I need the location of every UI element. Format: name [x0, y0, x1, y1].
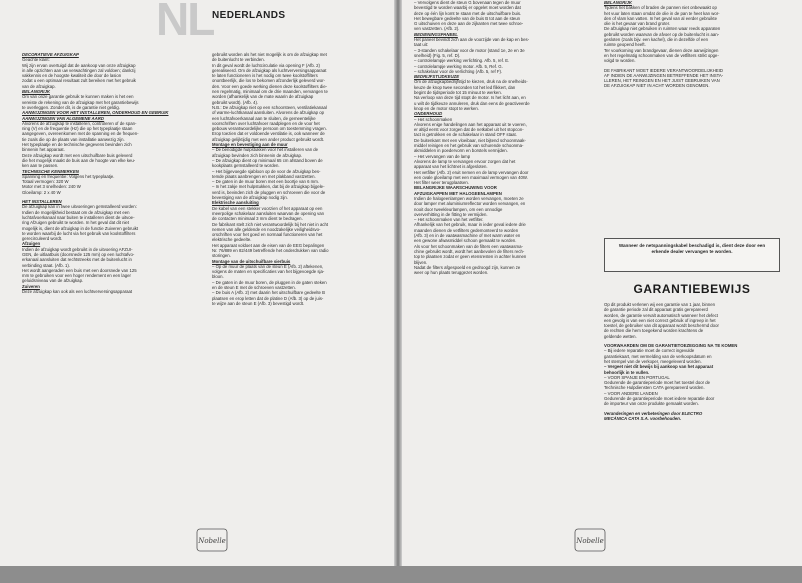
- text-line: den of vlam kan vatten. In het geval van al eerder gebruikte: [604, 15, 717, 21]
- text-line: vereiste de rekening van de afzuigkap met het garantiebewijs: [22, 99, 139, 105]
- text-line: verbinding staat. (Afb. 1).: [22, 262, 71, 268]
- section-heading: Montage van de uitschuifbare sierbuis: [212, 258, 291, 264]
- text-line: zodat u een optimaal resultaat zult bereiken met het gebruik: [22, 78, 136, 84]
- text-line: en de steun E met de schroeven vastzetten.: [212, 285, 296, 291]
- warning-box: Wanneer de netspanningskabel beschadigd is, dient deze door een erkende dealer vervangen te worden.: [604, 238, 780, 272]
- text-line: een ovale gloeilamp met een maximaal vermogen van 40W.: [414, 174, 528, 180]
- text-line: volgens de maten en specificaties van het bijgevoegde sja-: [212, 269, 325, 275]
- text-line: en het regelmatig schoonmaken van de vetfilters strikt opge-: [604, 52, 719, 58]
- section-heading: Afzuigen: [22, 241, 41, 247]
- text-line: geluidsniveau van de afzuigkap.: [22, 278, 84, 284]
- text-line: Tijdens het bakken of braden de pannen niet onbewaakt op: [604, 5, 717, 11]
- text-line: bloon.: [212, 274, 224, 280]
- text-line: de importeur van onze produkte gemaakt worden.: [604, 401, 699, 407]
- text-line: – Bij iedere reparatie moet de correct ingevulde: [604, 348, 695, 354]
- text-line: afzuigkap bevinden zich binnenin de afzuigkap.: [212, 152, 303, 158]
- text-line: orschriften voor het goed en normaal functioneren van het: [212, 232, 323, 238]
- text-line: een gevolg is van een niet correct gebruik of ingreep in het: [604, 317, 716, 323]
- text-line: deze op één lijn komt te staan met de uitschuifbare buis.: [414, 10, 522, 16]
- text-line: temde plaats aanbrengen en met plakband vastzetten.: [212, 173, 316, 179]
- text-line: tie zoals die op de plaats van installatie aanwezig zijn.: [22, 136, 125, 142]
- text-line: De afzuigkap niet gebruiken in ruimten waar reeds apparaten: [604, 26, 721, 32]
- text-line: afzuigkap gelijktijdig met een ander product gebruikt wordt.: [212, 136, 325, 142]
- text-line: blijven.: [414, 259, 428, 265]
- text-line: er altijd eerst voor zorgen dat de netkabel uit het stopcon-: [414, 127, 524, 133]
- text-line: kookplaats geïnstalleerd te worden.: [212, 163, 280, 169]
- text-line: Afhankelijk van het gebruik, maar in ieder geval iedere drie: [414, 222, 526, 228]
- section-heading: BELANGRIJK: [22, 89, 50, 95]
- text-line: Het paneel bevindt zich aan de voorzijde van de kap en bes-: [414, 37, 530, 43]
- text-line: Veranderingen en verbeteringen door ELECTRO: [604, 410, 703, 416]
- garantie-heading: GARANTIEBEWIJS: [633, 282, 751, 296]
- text-line: AF INDIEN DE AANWIJZINGEN BETREFFENDE HET INSTA-: [604, 72, 724, 78]
- text-line: – VOOR SPANJE EN PORTUGAL: [604, 374, 670, 380]
- section-heading: AANWIJZINGEN VOOR HET INSTALLEREN, ONDERHOUD EN GEBRUIK: [22, 110, 169, 116]
- text-line: van de afzuigkap.: [22, 83, 56, 89]
- text-line: het vuur laten staan omdat de olie in de pan te heet kan wor-: [604, 10, 720, 16]
- text-line: gebruikt wordt). (Afb. 4).: [212, 99, 259, 105]
- text-line: Indien de mogelijkheid bestaat om de afzuigkap met een: [22, 209, 130, 215]
- text-line: u wilt de tijdkeuze annuleren, druk dan eens de geactiveerde: [414, 100, 530, 106]
- text-line: De fabrikant stelt zich niet verantwoordelijk bij het niet in acht: [212, 221, 329, 227]
- text-line: storingen.: [212, 253, 231, 259]
- text-line: GEN, de uitlaatbuis (doorsnede 125 mm) op een luchtafvo-: [22, 251, 135, 257]
- text-line: nen regelmatig, minimaal om de drie maanden, vervangen te: [212, 89, 328, 95]
- text-line: G uitschuiven en deze aan de zijkanten met twee schroe-: [414, 21, 524, 27]
- text-line: Het bewegbare gedeelte van de buis B tot aan de steun: [414, 15, 521, 21]
- text-line: volgd te worden.: [604, 58, 636, 64]
- text-line: Ter voorkoming van brandgevaar, dienen deze aanwijzingen: [604, 47, 719, 53]
- brand-logo: [196, 528, 228, 552]
- book-spine: [394, 0, 402, 583]
- text-line: – De gaten in de muur boren, de pluggen in de gaten steken: [212, 279, 327, 285]
- text-line: behoorlijk in te vullen.: [604, 369, 650, 375]
- text-line: DE FABRIKANT MOET IEDERE VERANTWOORDELIJKHEID: [604, 67, 723, 73]
- text-line: – In het zakje met hulpstukken, dat bij de afzuigkap bijgele-: [212, 184, 325, 190]
- text-line: geldende wetten.: [604, 333, 637, 339]
- section-heading: BEDIENINGSPANEEL: [414, 31, 458, 37]
- text-line: – Het bijgevoegde sjabloon op de voor de afzuigkap bes-: [212, 168, 321, 174]
- text-line: Spanning en frequentie: Volgens het typeplaatje.: [22, 173, 115, 179]
- text-line: Motor met 3 snelheden: 240 W: [22, 184, 81, 190]
- logo-text: Nobelle: [198, 537, 226, 545]
- text-line: – De gaten in de muur boren met een boortje van 6 mm.: [212, 179, 320, 185]
- text-line: het stempel van de verkoper, meegeleverd worden.: [604, 358, 702, 364]
- text-line: AFZUIGKAPPEN MET HALOGEENLAMPEN: [414, 190, 502, 196]
- text-line: De afzuigkap kan in twee uitvoeringen geïnstalleerd worden:: [22, 204, 137, 210]
- text-line: Geachte klant:: [22, 57, 50, 63]
- brand-logo-right: [574, 528, 606, 552]
- text-line: gebruikt worden waarvan de afvoer op de buitenlucht is aan-: [604, 31, 720, 37]
- text-line: – VOOR ANDERE LANDEN: [604, 390, 658, 396]
- text-line: de rechten die hem toegekend worden krachtens de: [604, 328, 704, 334]
- text-line: ken aan te passen.: [22, 163, 59, 169]
- column-2: [212, 52, 384, 306]
- text-line: gebruikt worden als het niet mogelijk is om de afzuigkap met: [212, 52, 327, 57]
- text-line: Deze afzuigkap kan ook als een luchtverversingsapparaat: [22, 289, 133, 295]
- text-line: Deze afzuigkap wordt met een uitschuifbare buis geleverd: [22, 152, 133, 158]
- text-line: Het typeplaatje en de technische gegevens bevinden zich: [22, 142, 132, 148]
- text-line: te overleggen. Zonder dit, is de garantie niet geldig.: [22, 104, 120, 110]
- text-line: middel reinigen en het gebruik van schurende schoonma-: [414, 143, 524, 149]
- text-line: – De buis A (Afb. 2) met daarin het uitschuifbare gedeelte B: [212, 290, 325, 296]
- text-line: te laten functioneren is het nodig om twee koolstoffilters: [212, 73, 318, 79]
- text-line: akmiddelen in poedervorm en borstels vermijden.: [414, 148, 508, 154]
- text-line: gebouw verantwoordelijke persoon om toestemming vragen.: [212, 126, 327, 132]
- text-line: meerpolige schakelaar aansluiten waarvan de opening van: [212, 210, 325, 216]
- text-line: toestel, de gebruiker van dit apparaat wordt beschermd door: [604, 323, 719, 329]
- text-line: gerealiseerd. Om de afzuigkap als luchtverversingsapparaat: [212, 67, 327, 73]
- text-line: LLEREN, HET REINIGEN EN HET JUIST GEBRUIKEN VAN: [604, 78, 720, 84]
- text-line: – 3-standen schakelaar voor de motor (stand 1e, 2e en 3e: [414, 47, 525, 53]
- text-line: keuze de knop twee seconden tot het led flikkert, dan: [414, 84, 516, 90]
- text-line: verd is, bevinden zich de pluggen en schroeven die voor de: [212, 189, 326, 195]
- text-line: plaatsen en erop letten dat de platine D (Afb. 3) op de juis-: [212, 295, 324, 301]
- text-line: Na verloop van deze tijd stopt de motor. Is het licht aan, en: [414, 95, 526, 101]
- text-line: – schakelaar voor de verlichting (Afb. 5, ref F).: [414, 68, 503, 74]
- text-line: onontbeerlijk, die los te bekomen afzonderlijk geleverd wor-: [212, 78, 325, 84]
- text-line: oververhitting in de fitting te vermijden.: [414, 211, 488, 217]
- text-line: erkanaal aansluiten dat rechtstreeks met de buitenlucht in: [22, 257, 132, 263]
- text-line: snelheid) (Fig. 5, ref. D).: [414, 52, 461, 58]
- text-line: mm te gebruiken voor een hoger rendement en een lager: [22, 273, 131, 279]
- text-line: De buitenkant met een vloeibaar, niet bijtend schoonmaak-: [414, 137, 526, 143]
- text-line: mogelijk is, dient de afzuigkap in de functie Zuiveren gebruikt: [22, 225, 139, 231]
- text-line: – Vervolgens dient de steun G bovenaan tegen de muur: [414, 0, 521, 5]
- text-line: De kabel van een stekker voorzien of het apparaat op een: [212, 205, 323, 211]
- section-heading: ONDERHOUD: [414, 111, 443, 117]
- text-line: In dit geval wordt de luchtcirculatie via opening F (Afb. 2): [212, 62, 320, 68]
- text-line: garantiekaart, met vermelding van de verkoopsdatum en: [604, 353, 712, 359]
- text-line: – Vergeet niet dit bewijs bij aankoop van het apparaat: [604, 364, 714, 370]
- section-heading: DECORATIEVE AFZUIGKAP: [22, 52, 79, 57]
- text-line: VOORWAARDEN OM DE GARANTIETOEZEGGING NA TE KOMEN: [604, 343, 738, 349]
- text-line: – Het schoonmaken van het vetfilter.: [414, 217, 484, 223]
- column-4-bottom: [604, 302, 788, 421]
- text-line: voorschriften over luchtafvoer raadplegen en de voor het: [212, 120, 320, 126]
- section-heading: TECHNISCHE KENMERKEN: [22, 168, 79, 174]
- text-line: Het apparaat voldoet aan de eisen van de EEG bepalingen: [212, 242, 325, 248]
- language-title: NEDERLANDS: [212, 10, 286, 21]
- text-line: Indien de halogeenlampen worden vervangen, moeten ze: [414, 195, 524, 201]
- text-line: Alvorens enige handelingen aan het apparaat uit te voeren,: [414, 121, 527, 127]
- text-line: – De benodigde hulpstukken voor het installeren van de: [212, 147, 319, 153]
- text-line: – controlelampje werking verlichting. Afb. 5, ref. E.: [414, 58, 510, 64]
- text-line: Erop toezien dat er voldoende ventilatie is, ook wanneer de: [212, 131, 325, 137]
- text-line: worden (afhankelijk van de mate waarin de afzuigkap: [212, 94, 314, 100]
- text-line: worden, de garantie vervalt automatisch wanneer het defect: [604, 312, 718, 318]
- text-line: – De afzuigkap dient op minimaal 65 cm afstand boven de: [212, 157, 323, 163]
- text-line: de garantie periode zal dit apparaat gratis gerepareerd: [604, 307, 708, 313]
- text-line: Op dit produkt verlenen wij een garantie van 1 jaar, binnen: [604, 302, 716, 307]
- column-1: [22, 52, 192, 294]
- text-line: weer op hun plaats teruggezet worden.: [414, 270, 489, 276]
- text-line: gerecirculeerd wordt.: [22, 236, 63, 242]
- text-line: te wijze aan de steun E (Afb. 3) bevestigd wordt.: [212, 300, 305, 306]
- text-line: ven vastzetten. (Afb. 2).: [414, 26, 460, 32]
- text-line: Om de afzuigkapbedrijfstijd te kiezen, druk na de snelheids-: [414, 79, 528, 85]
- text-line: aangegeven, overeenkomen met de spanning en de frequen-: [22, 131, 139, 137]
- language-code-watermark: NL: [156, 0, 214, 45]
- text-line: Indien de afzuigkap wordt gebruikt in de uitvoering AFZUI-: [22, 246, 133, 252]
- text-line: elektrische gedeelte.: [212, 237, 252, 243]
- text-line: Technische Hulpdiensten CATA gerepareerd worden.: [604, 385, 705, 391]
- text-line: Totaal vermogen: 320 W: [22, 179, 69, 185]
- section-heading: BEDRIJFSTIJDKEUZE: [414, 74, 460, 80]
- text-line: ruimte geopend heeft.: [604, 42, 646, 48]
- text-line: Gedurende de garantieperiode moet het toestel door de: [604, 380, 711, 386]
- text-line: Nadat de filters afgespoeld en gedroogd zijn, kunnen ze: [414, 264, 521, 270]
- scan-border: [0, 566, 802, 583]
- text-line: MECÁNICA CATA S.A. voorbehouden.: [604, 415, 682, 421]
- section-heading: AANWIJZINGEN VAN ALGEMENE AARD: [22, 115, 104, 121]
- text-line: of warme-luchtkanaal aansluiten. Alvorens de afzuigkap op: [212, 110, 325, 116]
- section-heading: Zuiveren: [22, 283, 40, 289]
- text-line: de contacten minimaal 3 mm dient te bedragen.: [212, 216, 303, 222]
- text-line: te worden waarbij de lucht via het gebruik van koolstoffilters: [22, 230, 136, 236]
- text-line: olie is het gevaar van brand groter.: [604, 21, 671, 27]
- text-line: gesloten (zoals bijv. een kachel), die in dezelfde of een: [604, 37, 709, 43]
- text-line: bevestigd te worden waarbij er opgelet moet worden dat: [414, 5, 521, 11]
- text-line: Nr. 76/889 en 82/449 betreffende het onderdrukken van radio: [212, 247, 329, 253]
- text-line: in alle opzichten aan uw verwachtingen zal voldoen; dankzij: [22, 67, 136, 73]
- text-line: Alvorens de lamp te vervangen ervoor zorgen dat het: [414, 158, 516, 164]
- text-line: nemen van alle geldende en noodzakelijke veiligheidsvo-: [212, 226, 321, 232]
- text-line: bevestiging van de afzuigkap nodig zijn.: [212, 195, 288, 201]
- text-line: Gedurende de garantieperiode moet iedere reparatie door: [604, 396, 715, 402]
- text-line: Alvorens de afzuigkap te installeren, controleren of de span-: [22, 120, 137, 126]
- text-line: Als voor het schoonmaken van de filters een vaatwasma-: [414, 243, 523, 249]
- text-line: Gloeilamp: 2 x 40 W: [22, 189, 61, 195]
- text-line: nooit door tweekleurlampen, om een onnodige: [414, 206, 503, 212]
- text-line: – Het schoonmaken: [414, 116, 453, 122]
- text-line: – Op de muur de plaats van de steun E (Afb. 2) aftekenen,: [212, 263, 324, 269]
- text-line: een gewone afwasmiddel schoon gemaakt te worden.: [414, 238, 517, 244]
- text-line: Om van onze garantie gebruik te kunnen maken is het een: [22, 94, 134, 100]
- text-line: Het vetfilter (Afb. 2) eruit nemen en de lamp vervangen door: [414, 169, 529, 175]
- text-line: taat uit:: [414, 42, 429, 48]
- section-heading: Montage en bevestiging aan de muur: [212, 142, 288, 148]
- text-line: DE AFZUIGKAP NIET IN ACHT WORDEN GENOMEN.: [604, 83, 710, 89]
- column-4-top: [604, 0, 788, 89]
- section-heading: BELANGRIJK: [604, 0, 632, 5]
- text-line: binnenin het apparaat.: [22, 147, 65, 153]
- text-line: knop en de motor stopt te werken.: [414, 105, 479, 111]
- section-heading: HET INSTALLEREN: [22, 199, 62, 205]
- text-line: die het mogelijk maakt de buis aan de hoogte van elke keu-: [22, 157, 136, 163]
- text-line: door lamper met aluminiumreflector worden vervangen, en: [414, 201, 526, 207]
- text-line: luchtafvoerkanaal naar buiten te installeren dient de uitvoe-: [22, 214, 135, 220]
- text-line: maanden dienen de vetfilters gedemonteerd te worden: [414, 227, 519, 233]
- section-heading: Elektrische aansluiting: [212, 200, 259, 206]
- text-line: – controlelampje werking motor. Afb. 5, Ref. G.: [414, 63, 503, 69]
- text-line: (Afb. 3) en in de vaatwasmachine of met warm water en: [414, 233, 521, 239]
- text-line: Het filter weer terugplaatsen.: [414, 180, 469, 186]
- text-line: ring Afzuigen gebruikt te worden. In het geval dat dit niet: [22, 220, 130, 226]
- column-3: [414, 0, 586, 275]
- logo-text-right: Nobelle: [576, 537, 604, 545]
- text-line: den. Voor een goede werking dienen deze koolstoffilters die-: [212, 83, 328, 89]
- text-line: top te plaatsen zodat er geen etensresten in achter kunnen: [414, 254, 527, 260]
- text-line: vakkennis en de hoogste kwaliteit die door de lasion: [22, 73, 122, 79]
- text-line: tact is getrokken en de schakelaar in stand OFF staat.: [414, 132, 517, 138]
- text-line: chine gebruikt wordt, wordt het aanbevolen de filters rech-: [414, 248, 525, 254]
- text-line: een luchtafvoerkanaal aan te sluiten, de gemeentelijke: [212, 115, 316, 121]
- text-line: BELANGRIJKE WAARSCHUWING VOOR: [414, 185, 497, 191]
- text-line: apparaat van het lichtnet is afgesloten.: [414, 164, 488, 170]
- text-line: Het wordt aangeraden een buis met een doorsnede van 125: [22, 267, 137, 273]
- text-line: de buitenlucht te verbinden.: [212, 57, 265, 63]
- text-line: Wij zijn ervan overtuigd dat de aankoop van onze afzuigkap: [22, 62, 136, 68]
- text-line: – Het vervangen van de lamp: [414, 153, 471, 159]
- text-line: begint de tijdsperiode tot 15 minuut te werken.: [414, 90, 502, 96]
- text-line: N.B.: De afzuigkap niet op een schoorsteen, ventilatiekanaal: [212, 104, 327, 110]
- text-line: ning (V) en de frequentie (Hz) die op het typeplaatje staan: [22, 126, 133, 132]
